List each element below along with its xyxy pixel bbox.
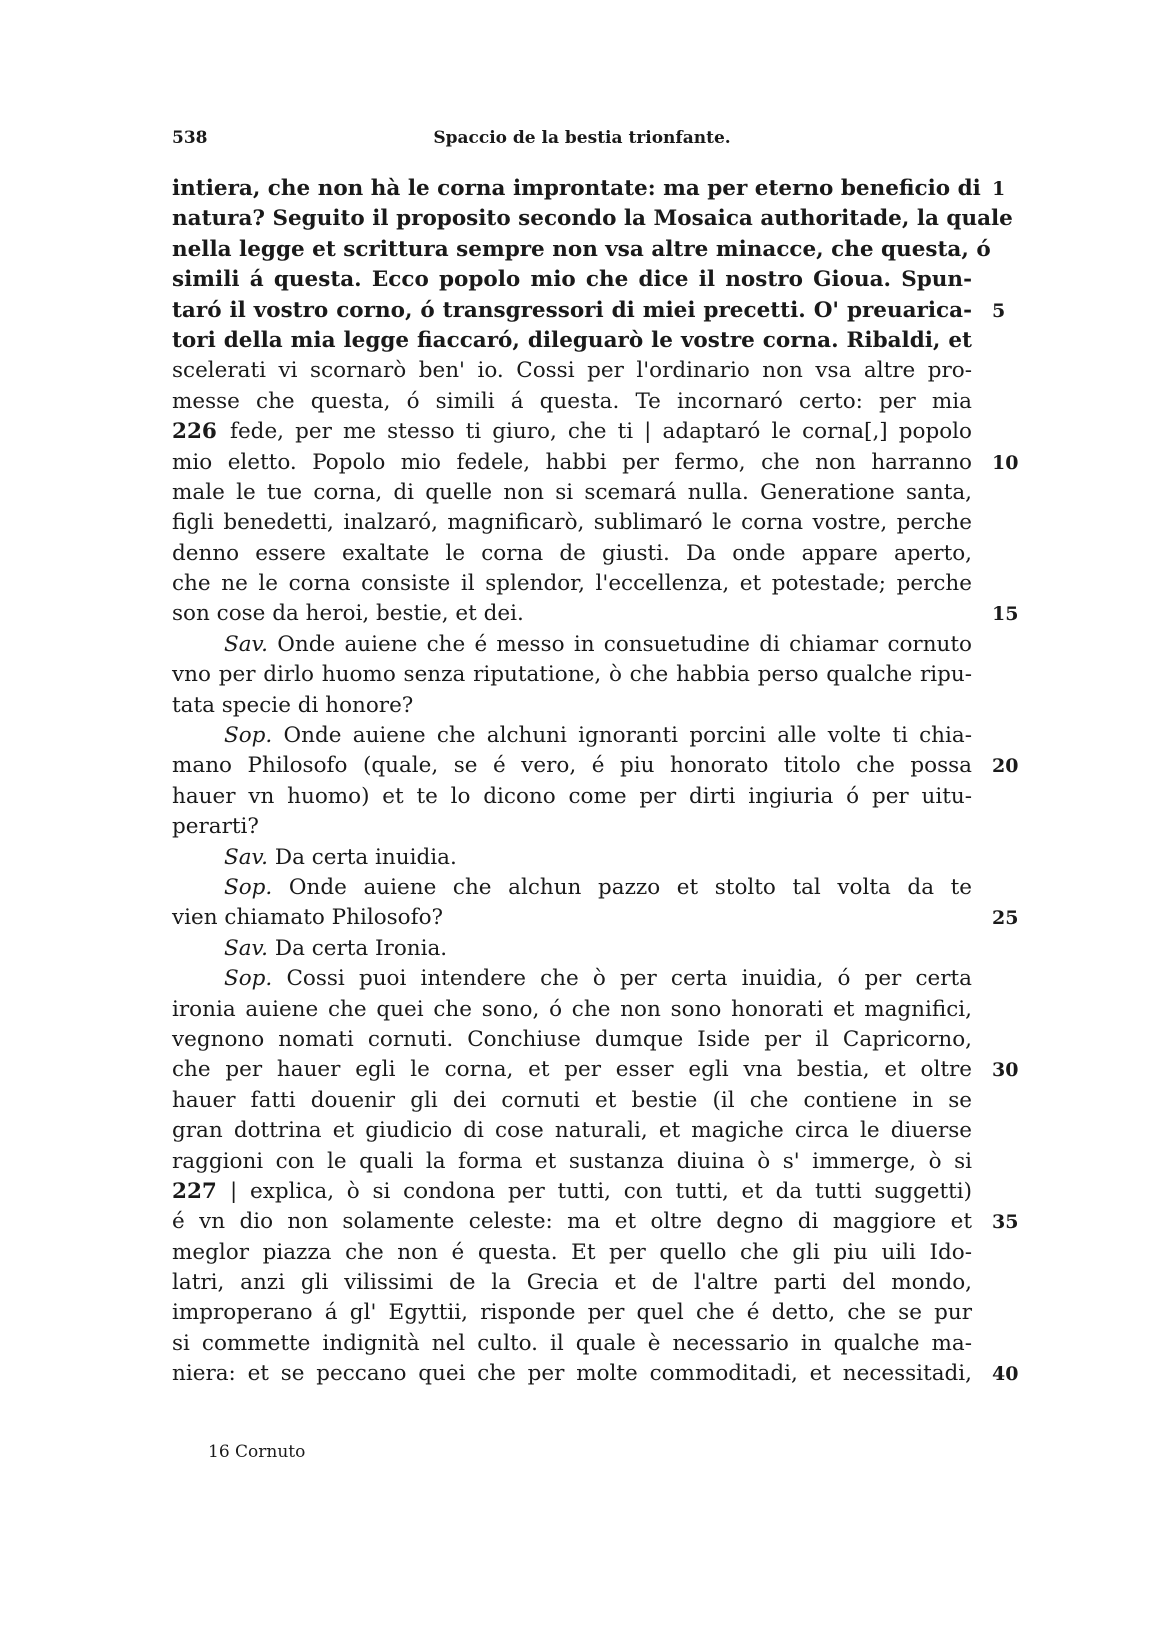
text-line [172, 204, 1013, 234]
text-line [172, 843, 972, 873]
line-text: si commette indignità nel culto. il quale è necessario in qualche ma- [172, 1330, 972, 1356]
text-line [172, 1116, 972, 1146]
text-line [172, 660, 972, 690]
text-line [172, 265, 972, 295]
footnote: 16 Cornuto [208, 1442, 306, 1462]
text-line [172, 903, 1019, 933]
line-number: 35 [992, 1211, 1019, 1234]
line-text: fede, per me stesso ti giuro, che ti | adaptaró le corna[,] popolo [230, 419, 972, 445]
text-line [172, 1147, 972, 1177]
text-line [172, 296, 1006, 326]
text-line [172, 478, 972, 508]
line-text: Da certa Ironia. [274, 935, 448, 961]
line-text: denno essere exaltate le corna de giusti. Da onde appare aperto, [172, 540, 972, 566]
line-text: male le tue corna, di quelle non si scemará nulla. Generatione santa, [172, 479, 972, 505]
line-number: 30 [992, 1059, 1019, 1082]
line-text: mio eletto. Popolo mio fedele, habbi per fermo, che non harranno [172, 449, 972, 475]
page-number: 538 [172, 128, 208, 148]
line-text: scelerati vi scornarò ben' io. Cossi per l'ordinario non vsa altre pro- [172, 358, 972, 384]
text-line [172, 782, 972, 812]
line-text: latri, anzi gli vilissimi de la Grecia et de l'altre parti del mondo, [172, 1270, 972, 1296]
line-text: tata specie di honore? [172, 692, 414, 718]
text-line [172, 1238, 972, 1268]
text-line [172, 934, 972, 964]
speaker-label: Sop. [224, 874, 273, 900]
speaker-label: Sav. [224, 935, 268, 961]
line-text: messe che questa, ó simili á questa. Te incornaró certo: per mia [172, 388, 972, 414]
original-page-marker: 226 [172, 419, 217, 445]
speaker-label: Sop. [224, 723, 273, 749]
line-text: raggioni con le quali la forma et sustanza diuina ò s' immerge, ò si [172, 1148, 972, 1174]
text-line [172, 995, 972, 1025]
text-line [172, 448, 1019, 478]
running-title: Spaccio de la bestia trionfante. [433, 128, 731, 148]
text-line [172, 387, 972, 417]
text-line [172, 1177, 972, 1207]
line-text: taró il vostro corno, ó transgressori di miei precetti. O' preuarica- [172, 297, 972, 323]
speaker-label: Sav. [224, 844, 268, 870]
line-text: simili á questa. Ecco popolo mio che dice il nostro Gioua. Spun- [172, 267, 972, 293]
text-line [172, 1298, 972, 1328]
line-text: hauer fatti douenir gli dei cornuti et bestie (il che contiene in se [172, 1087, 972, 1113]
line-text: figli benedetti, inalzaró, magnificarò, sublimaró le corna vostre, perche [172, 510, 972, 536]
text-line [172, 1025, 972, 1055]
line-number: 1 [992, 178, 1006, 200]
line-text: tori della mia legge fiaccaró, dileguarò le vostre corna. Ribaldi, et [172, 327, 972, 353]
speaker-label: Sop. [224, 966, 273, 992]
line-text: Da certa inuidia. [274, 844, 457, 870]
line-text: vno per dirlo huomo senza riputatione, ò che habbia perso qualche ripu- [172, 662, 972, 688]
text-line [172, 599, 1019, 629]
line-text: Onde auiene che alchun pazzo et stolto tal volta da te [288, 874, 972, 900]
text-line [172, 812, 972, 842]
line-number: 5 [992, 299, 1006, 322]
line-number: 25 [992, 907, 1019, 930]
text-line [172, 235, 991, 265]
text-line [172, 1207, 1019, 1237]
text-line [172, 326, 972, 356]
line-number: 15 [992, 603, 1019, 626]
text-line [172, 1329, 972, 1359]
line-text: che ne le corna consiste il splendor, l'eccellenza, et potestade; perche [172, 571, 972, 597]
line-number: 20 [992, 755, 1019, 778]
line-text: vien chiamato Philosofo? [172, 905, 444, 931]
line-text: vegnono nomati cornuti. Conchiuse dumque Iside per il Capricorno, [172, 1026, 972, 1052]
text-line [172, 508, 972, 538]
text-line [172, 1055, 1019, 1085]
original-page-marker: 227 [172, 1178, 217, 1204]
line-number: 10 [992, 451, 1019, 474]
text-line [172, 569, 972, 599]
text-line [172, 721, 972, 751]
text-line [172, 751, 1019, 781]
page-header [172, 128, 992, 158]
line-text: niera: et se peccano quei che per molte commoditadi, et necessitadi, [172, 1361, 972, 1387]
text-line [172, 873, 972, 903]
text-line [172, 691, 972, 721]
text-line [172, 417, 972, 447]
line-text: son cose da heroi, bestie, et dei. [172, 601, 524, 627]
line-text: nella legge et scrittura sempre non vsa altre minacce, che questa, ó [172, 236, 991, 262]
line-text: intiera, che non hà le corna improntate: ma per eterno beneficio di [172, 176, 981, 201]
line-text: hauer vn huomo) et te lo dicono come per dirti ingiuria ó per uitu- [172, 783, 972, 809]
line-number: 40 [992, 1363, 1019, 1386]
text-line [172, 356, 972, 386]
line-text: é vn dio non solamente celeste: ma et oltre degno di maggiore et [172, 1209, 972, 1235]
line-text: Cossi puoi intendere che ò per certa inuidia, ó per certa [286, 966, 972, 992]
line-text: Onde auiene che alchuni ignoranti porcini alle volte ti chia- [283, 723, 972, 749]
line-text: improperano á gl' Egyttii, risponde per quel che é detto, che se pur [172, 1300, 972, 1326]
line-text: natura? Seguito il proposito secondo la Mosaica authoritade, la quale [172, 206, 1013, 232]
line-text: che per hauer egli le corna, et per esser egli vna bestia, et oltre [172, 1057, 972, 1083]
text-line [172, 1086, 972, 1116]
line-text: ironia auiene che quei che sono, ó che non sono honorati et magnifici, [172, 996, 972, 1022]
speaker-label: Sav. [224, 631, 268, 657]
line-text: Onde auiene che é messo in consuetudine di chiamar cornuto [277, 631, 972, 657]
text-line [172, 630, 972, 660]
line-text: mano Philosofo (quale, se é vero, é piu honorato titolo che possa [172, 753, 972, 779]
text-line [172, 1359, 1019, 1389]
main-text [172, 174, 1019, 1390]
line-text: gran dottrina et giudicio di cose naturali, et magiche circa le diuerse [172, 1118, 972, 1144]
line-text: | explica, ò si condona per tutti, con tutti, et da tutti suggetti) [230, 1178, 972, 1204]
text-line [172, 539, 972, 569]
text-line [172, 1268, 972, 1298]
line-text: perarti? [172, 814, 259, 840]
line-text: meglor piazza che non é questa. Et per quello che gli piu uili Ido- [172, 1239, 972, 1265]
text-line [172, 174, 1006, 204]
text-line [172, 964, 972, 994]
